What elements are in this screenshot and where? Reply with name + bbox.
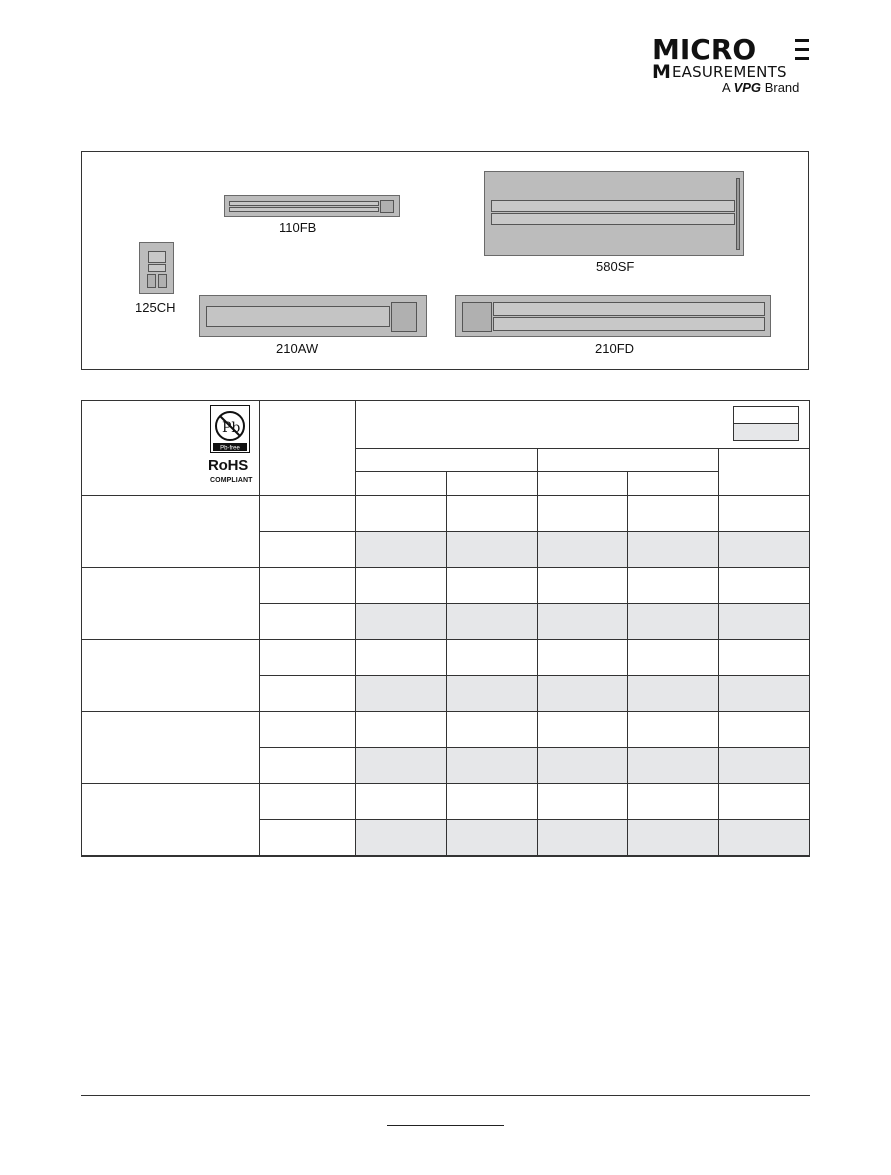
table-cell xyxy=(537,531,628,568)
table-cell xyxy=(355,639,447,676)
header-col-b xyxy=(259,400,356,496)
footer-rule xyxy=(81,1095,810,1096)
table-group-label xyxy=(81,783,260,856)
gauge-label-210fd: 210FD xyxy=(595,341,635,356)
footer-link-underline xyxy=(387,1125,504,1126)
table-cell xyxy=(718,495,810,532)
table-cell xyxy=(355,495,447,532)
table-cell xyxy=(446,783,538,820)
table-row-label xyxy=(259,603,356,640)
specification-table xyxy=(81,400,810,857)
gauge-patterns-figure xyxy=(81,151,809,370)
header-sub-4 xyxy=(627,471,719,496)
table-row-label xyxy=(259,819,356,856)
gauge-125ch xyxy=(139,242,174,294)
table-cell xyxy=(446,675,538,712)
table-cell xyxy=(355,675,447,712)
table-cell xyxy=(446,747,538,784)
pb-free-icon xyxy=(210,405,250,453)
table-cell xyxy=(355,567,447,604)
table-cell xyxy=(627,495,719,532)
table-cell xyxy=(627,819,719,856)
gauge-110fb xyxy=(224,195,400,217)
table-cell xyxy=(537,747,628,784)
table-cell xyxy=(446,819,538,856)
table-row-label xyxy=(259,711,356,748)
table-cell xyxy=(537,567,628,604)
table-cell xyxy=(355,711,447,748)
table-group-label xyxy=(81,495,260,568)
table-cell xyxy=(718,819,810,856)
logo-suffix: Brand xyxy=(764,80,800,95)
table-cell xyxy=(718,531,810,568)
table-row-label xyxy=(259,783,356,820)
table-row-label xyxy=(259,675,356,712)
table-cell xyxy=(446,531,538,568)
table-cell xyxy=(627,747,719,784)
table-cell xyxy=(627,783,719,820)
table-cell xyxy=(537,711,628,748)
pb-text: Pb xyxy=(222,420,241,436)
table-cell xyxy=(446,495,538,532)
gauge-label-580sf: 580SF xyxy=(596,259,635,274)
table-cell xyxy=(355,819,447,856)
table-cell xyxy=(537,783,628,820)
header-group-2 xyxy=(537,448,719,472)
rohs-badge xyxy=(206,405,258,491)
table-cell xyxy=(537,819,628,856)
table-cell xyxy=(355,783,447,820)
header-group-1 xyxy=(355,448,538,472)
header-sub-1 xyxy=(355,471,447,496)
rohs-title: RoHS xyxy=(208,457,249,474)
table-cell xyxy=(718,675,810,712)
gauge-label-125ch: 125CH xyxy=(135,300,176,315)
logo-line1: MICRO xyxy=(652,33,757,66)
header-col-last xyxy=(718,448,810,496)
table-cell xyxy=(446,639,538,676)
gauge-210fd xyxy=(455,295,771,337)
table-cell xyxy=(446,567,538,604)
table-cell xyxy=(627,531,719,568)
table-cell xyxy=(627,567,719,604)
table-cell xyxy=(537,675,628,712)
logo-prefix: A xyxy=(722,80,730,95)
table-cell xyxy=(718,783,810,820)
gauge-210aw xyxy=(199,295,427,337)
table-cell xyxy=(718,711,810,748)
table-cell xyxy=(718,747,810,784)
logo-line3 xyxy=(722,81,799,95)
header-sub-3 xyxy=(537,471,628,496)
table-cell xyxy=(718,639,810,676)
header-sub-2 xyxy=(446,471,538,496)
brand-logo xyxy=(652,35,812,97)
table-row-label xyxy=(259,639,356,676)
table-group-label xyxy=(81,639,260,712)
table-group-label xyxy=(81,567,260,640)
table-cell xyxy=(537,603,628,640)
gauge-label-110fb: 110FB xyxy=(279,220,317,235)
legend-shaded xyxy=(733,423,799,441)
table-cell xyxy=(355,603,447,640)
logo-line2-text: EASUREMENTS xyxy=(672,63,787,81)
gauge-580sf xyxy=(484,171,744,256)
gauge-label-210aw: 210AW xyxy=(276,341,319,356)
pb-caption: Pb-free xyxy=(220,445,240,452)
table-cell xyxy=(718,567,810,604)
table-cell xyxy=(446,711,538,748)
rohs-subtitle: COMPLIANT xyxy=(210,477,253,484)
table-cell xyxy=(627,675,719,712)
table-cell xyxy=(537,639,628,676)
table-cell xyxy=(355,531,447,568)
table-cell xyxy=(355,747,447,784)
table-cell xyxy=(718,603,810,640)
logo-initial: M xyxy=(652,61,671,83)
table-row-label xyxy=(259,495,356,532)
table-row-label xyxy=(259,531,356,568)
table-cell xyxy=(627,603,719,640)
logo-e-mark xyxy=(795,39,809,61)
logo-brand: VPG xyxy=(733,80,762,95)
table-cell xyxy=(627,639,719,676)
table-row-label xyxy=(259,567,356,604)
table-cell xyxy=(627,711,719,748)
legend-white xyxy=(733,406,799,424)
table-cell xyxy=(446,603,538,640)
table-cell xyxy=(537,495,628,532)
table-group-label xyxy=(81,711,260,784)
table-row-label xyxy=(259,747,356,784)
